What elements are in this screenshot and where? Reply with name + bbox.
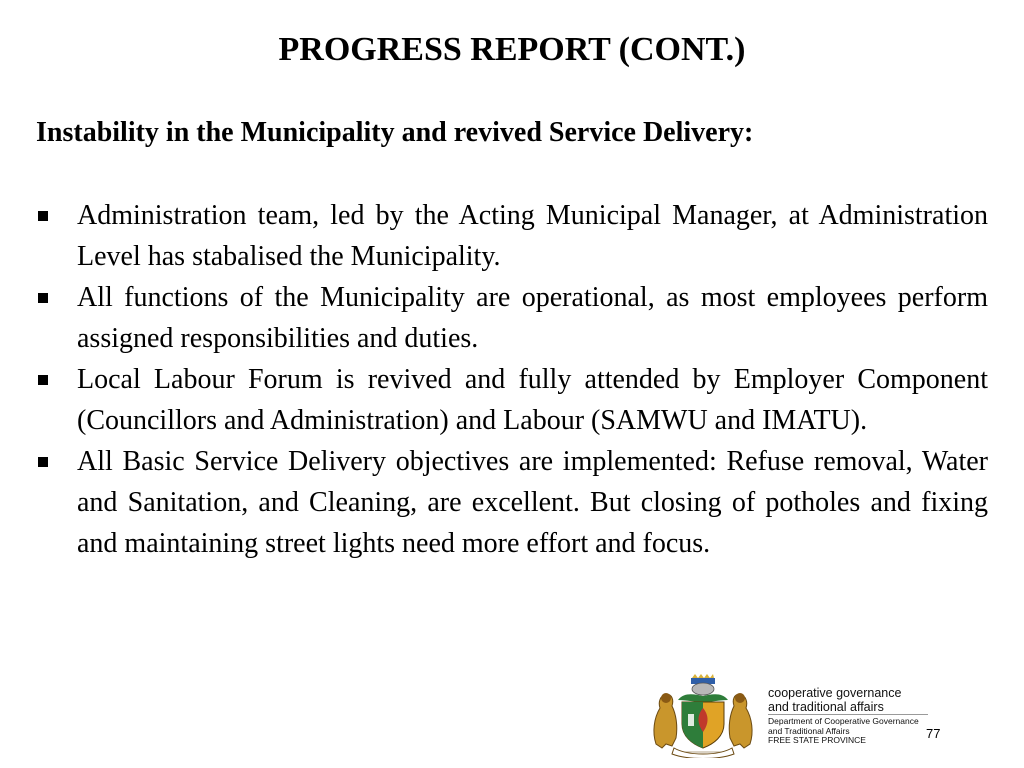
free-state-coat-of-arms-icon: [648, 674, 758, 758]
bullet-text: All functions of the Municipality are operational, as most employees perform assigned responsibilities and duties.: [77, 282, 988, 354]
page-number: 77: [926, 726, 941, 741]
divider: [768, 714, 928, 715]
square-bullet-icon: [38, 457, 48, 467]
slide-subtitle: Instability in the Municipality and revived Service Delivery:: [36, 117, 754, 148]
bullet-text: Administration team, led by the Acting Municipal Manager, at Administration Level has stabalised the Municipality.: [77, 200, 988, 272]
bullet-item: [36, 277, 988, 359]
department-name: [768, 717, 919, 746]
org-name: [768, 686, 901, 714]
square-bullet-icon: [38, 293, 48, 303]
square-bullet-icon: [38, 211, 48, 221]
bullet-text: All Basic Service Delivery objectives are implemented: Refuse removal, Water and Sanitation, and Cleaning, are excellent. But closing of potholes and fixing and maintaining street lights need more effort and focus.: [77, 446, 988, 559]
bullet-item: [36, 441, 988, 564]
bullet-item: [36, 359, 988, 441]
department-line: FREE STATE PROVINCE: [768, 735, 866, 745]
bullet-item: [36, 195, 988, 277]
bullet-text: Local Labour Forum is revived and fully attended by Employer Component (Councillors and Administration) and Labour (SAMWU and IMATU).: [77, 364, 988, 436]
square-bullet-icon: [38, 375, 48, 385]
department-line: Department of Cooperative Governance: [768, 716, 919, 726]
org-name-line: and traditional affairs: [768, 700, 884, 714]
bullet-list: [36, 195, 988, 564]
slide-title: PROGRESS REPORT (CONT.): [278, 31, 746, 68]
org-name-line: cooperative governance: [768, 686, 902, 700]
department-line: and Traditional Affairs: [768, 725, 850, 736]
footer-logo-block: [648, 674, 948, 760]
